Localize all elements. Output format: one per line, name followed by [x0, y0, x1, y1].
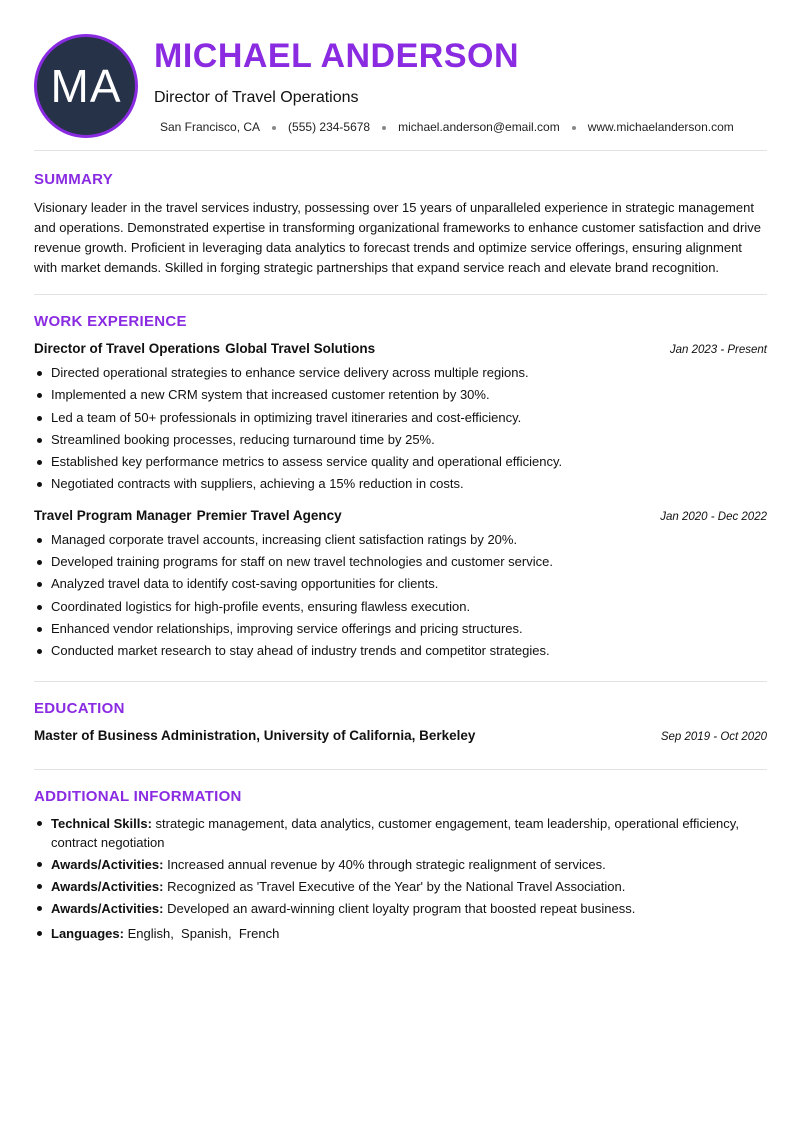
- list-item: Analyzed travel data to identify cost-saving opportunities for clients.: [51, 573, 767, 595]
- list-item: Managed corporate travel accounts, increasing client satisfaction ratings by 20%.: [51, 529, 767, 551]
- item-text: Recognized as 'Travel Executive of the Year' by the National Travel Association.: [163, 878, 626, 894]
- item-text: Increased annual revenue by 40% through strategic realignment of services.: [163, 856, 606, 872]
- summary-text: Visionary leader in the travel services industry, possessing over 15 years of unparalleled experience in strategic management and operations. Demonstrated expertise in transforming organizational frameworks to enhance customer satisfaction and drive revenue growth. Proficient in leveraging data analytics to forecast trends and optimize service offerings, ensuring alignment with market demands. Skilled in forging strategic partnerships that expand service reach and elevate brand recognition.: [34, 200, 761, 275]
- list-item: [51, 899, 767, 918]
- job-title: [34, 341, 375, 356]
- bullet-separator-icon: [382, 126, 386, 130]
- section-title-additional: ADDITIONAL INFORMATION: [34, 787, 242, 805]
- list-item: Established key performance metrics to assess service quality and operational efficiency.: [51, 451, 767, 473]
- list-item: Implemented a new CRM system that increased customer retention by 30%.: [51, 384, 767, 406]
- contact-phone: (555) 234-5678: [288, 120, 371, 134]
- avatar-initials: MA: [50, 60, 122, 112]
- education-entry: [34, 728, 767, 743]
- list-item: Streamlined booking processes, reducing turnaround time by 25%.: [51, 429, 767, 451]
- job-title: [34, 508, 342, 523]
- contact-email: michael.anderson@email.com: [398, 120, 560, 134]
- contact-location: San Francisco, CA: [160, 120, 261, 134]
- resume-header: [34, 0, 767, 151]
- item-text: strategic management, data analytics, customer engagement, team leadership, operational efficiency, contract negotiation: [51, 815, 739, 850]
- list-item: [51, 814, 767, 852]
- item-label: Languages:: [51, 925, 124, 941]
- education-degree: Master of Business Administration, University of California, Berkeley: [34, 727, 476, 743]
- education-date: Sep 2019 - Oct 2020: [660, 730, 767, 743]
- bullet-separator-icon: [272, 126, 276, 130]
- job-bullets: [34, 529, 767, 663]
- additional-list: [34, 814, 767, 943]
- summary-section: [34, 151, 767, 295]
- list-item: Directed operational strategies to enhance service delivery across multiple regions.: [51, 362, 767, 384]
- experience-section: [34, 295, 767, 682]
- candidate-headline: Director of Travel Operations: [154, 89, 359, 106]
- job-entry: [34, 508, 767, 663]
- item-text: Developed an award-winning client loyalty program that boosted repeat business.: [163, 900, 636, 916]
- list-item: [51, 877, 767, 896]
- job-entry: [34, 341, 767, 496]
- job-bullets: [34, 362, 767, 496]
- candidate-name: MICHAEL ANDERSON: [154, 37, 520, 75]
- job-date: Jan 2020 - Dec 2022: [660, 510, 767, 523]
- job-role: Travel Program Manager: [34, 507, 192, 523]
- contact-website: www.michaelanderson.com: [587, 120, 734, 134]
- additional-section: [34, 770, 767, 960]
- bullet-separator-icon: [572, 126, 576, 130]
- item-label: Awards/Activities:: [51, 878, 164, 894]
- job-company: Global Travel Solutions: [225, 341, 376, 356]
- list-item: Enhanced vendor relationships, improving service offerings and pricing structures.: [51, 618, 767, 640]
- job-role: Director of Travel Operations: [34, 341, 221, 356]
- job-header: [34, 508, 767, 523]
- job-date: Jan 2023 - Present: [669, 344, 767, 356]
- list-item: Coordinated logistics for high-profile events, ensuring flawless execution.: [51, 596, 767, 618]
- list-item: Led a team of 50+ professionals in optimizing travel itineraries and cost-efficiency.: [51, 407, 767, 429]
- item-text: English, Spanish, French: [123, 925, 280, 941]
- list-item: Conducted market research to stay ahead of industry trends and competitor strategies.: [51, 640, 767, 662]
- section-title-summary: SUMMARY: [34, 171, 114, 188]
- job-header: [34, 341, 767, 356]
- list-item: [51, 924, 767, 943]
- education-section: [34, 682, 767, 770]
- avatar: [34, 34, 138, 138]
- item-label: Awards/Activities:: [51, 856, 164, 872]
- item-label: Awards/Activities:: [51, 900, 164, 916]
- contact-bar: [160, 120, 734, 134]
- list-item: Developed training programs for staff on new travel technologies and customer service.: [51, 551, 767, 573]
- job-company: Premier Travel Agency: [196, 507, 342, 523]
- list-item: [51, 855, 767, 874]
- list-item: Negotiated contracts with suppliers, achieving a 15% reduction in costs.: [51, 473, 767, 495]
- section-title-education: EDUCATION: [34, 699, 125, 717]
- item-label: Technical Skills:: [51, 815, 152, 831]
- section-title-experience: WORK EXPERIENCE: [34, 313, 187, 330]
